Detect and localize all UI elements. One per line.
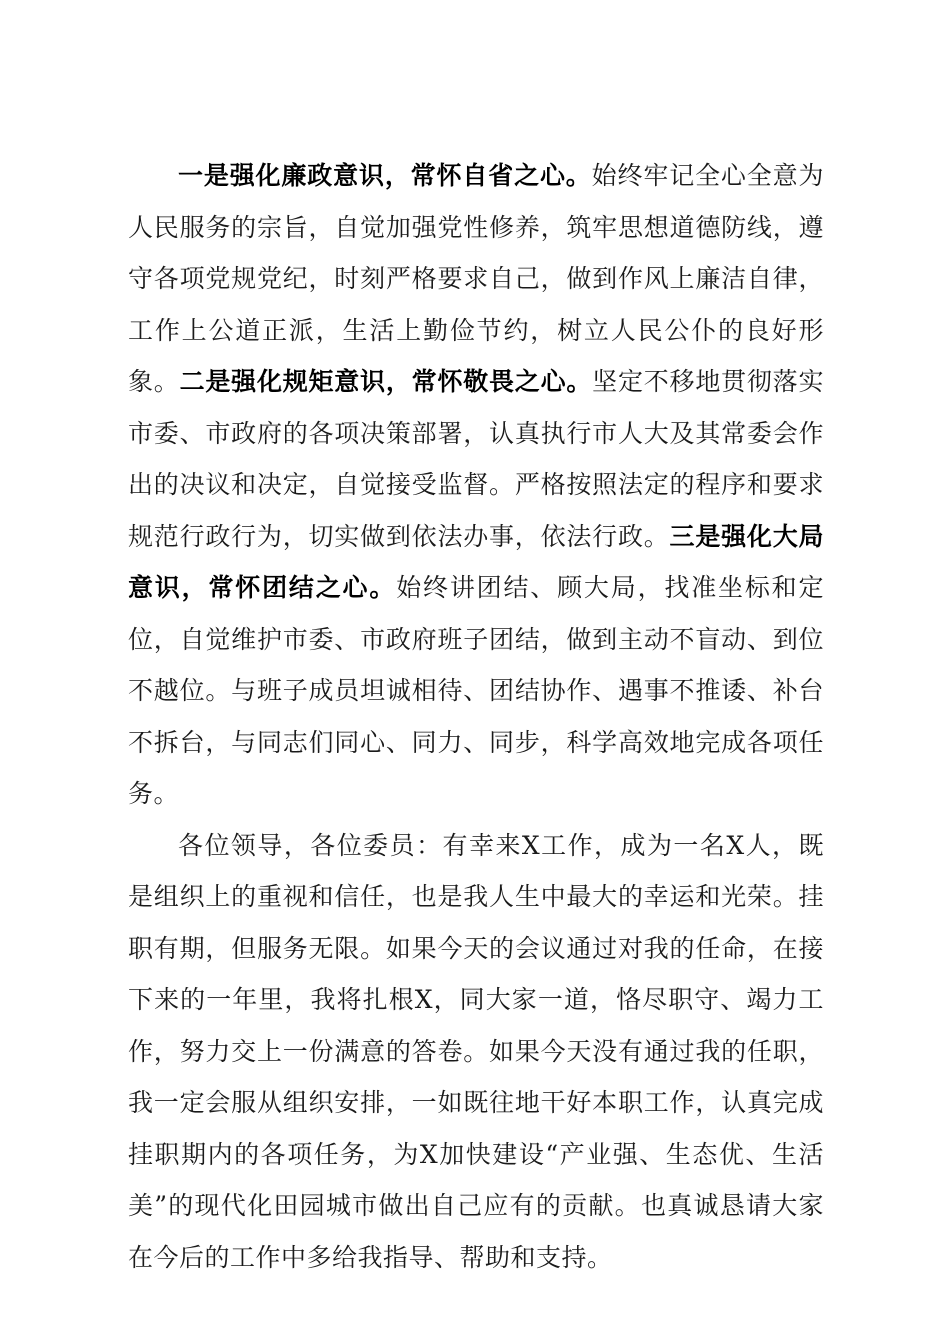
- document-body: [128, 150, 824, 1283]
- point-three-text: 始终讲团结、顾大局，找准坐标和定位，自觉维护市委、市政府班子团结，做到主动不盲动、到位不越位。与班子成员坦诚相待、团结协作、遇事不推诿、补台不拆台，与同志们同心、同力、同步，科学高效地完成各项任务。: [128, 573, 824, 808]
- point-one-text: 始终牢记全心全意为人民服务的宗旨，自觉加强党性修养，筑牢思想道德防线，遵守各项党规党纪，时刻严格要求自己，做到作风上廉洁自律，工作上公道正派，生活上勤俭节约，树立人民公仆的良好形象。: [128, 161, 824, 396]
- point-two-heading: 二是强化规矩意识，常怀敬畏之心。: [179, 367, 593, 396]
- paragraph-commitments: [128, 150, 824, 820]
- point-two-text: 坚定不移地贯彻落实市委、市政府的各项决策部署，认真执行市人大及其常委会作出的决议和决定，自觉接受监督。严格按照法定的程序和要求规范行政行为，切实做到依法办事，依法行政。: [128, 367, 824, 551]
- point-one-heading: 一是强化廉政意识，常怀自省之心。: [178, 161, 592, 190]
- closing-text: 各位领导，各位委员：有幸来X工作，成为一名X人，既是组织上的重视和信任，也是我人生中最大的幸运和光荣。挂职有期，但服务无限。如果今天的会议通过对我的任命，在接下来的一年里，我将扎根X，同大家一道，恪尽职守、竭力工作，努力交上一份满意的答卷。如果今天没有通过我的任职，我一定会服从组织安排，一如既往地干好本职工作，认真完成挂职期内的各项任务，为X加快建设“产业强、生态优、生活美”的现代化田园城市做出自己应有的贡献。也真诚恳请大家在今后的工作中多给我指导、帮助和支持。: [128, 830, 824, 1272]
- point-three-heading: 三是强化大局意识，常怀团结之心。: [128, 521, 824, 602]
- paragraph-closing: [128, 820, 824, 1284]
